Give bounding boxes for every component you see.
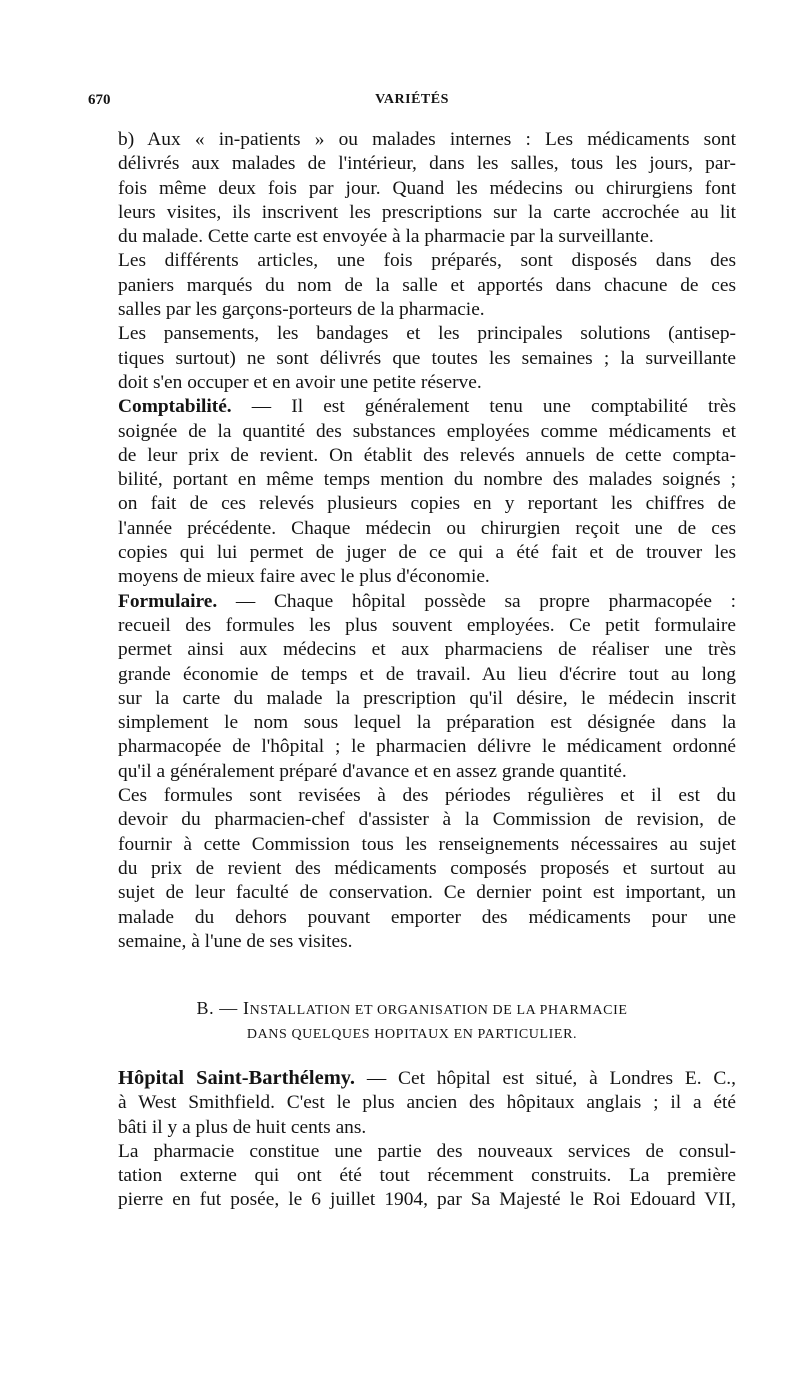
section-heading <box>88 996 736 1047</box>
run-in-heading: Comptabilité. <box>118 396 232 418</box>
text-line: Formulaire. — Chaque hôpital possède sa propre pharmacopée : <box>118 590 736 612</box>
run-in-heading: Formulaire. <box>118 590 218 612</box>
text-line: leurs visites, ils inscrivent les prescriptions sur la carte accrochée au lit <box>118 201 736 223</box>
text-line: moyens de mieux faire avec le plus d'économie. <box>118 566 490 588</box>
text-line: fournir à cette Commission tous les renseignements nécessaires au sujet <box>118 833 736 855</box>
text-line: Ces formules sont revisées à des périodes régulières et il est du <box>118 785 736 807</box>
paragraph-comptabilite <box>88 395 736 589</box>
text-line: Les pansements, les bandages et les principales solutions (antisep- <box>118 323 736 345</box>
text-line: soignée de la quantité des substances employées comme médicaments et <box>118 420 736 442</box>
text-line: paniers marqués du nom de la salle et apportés dans chacune de ces <box>118 274 736 296</box>
text-line: sur la carte du malade la prescription qu'il désire, le médecin inscrit <box>118 687 736 709</box>
text-line: malade du dehors pouvant emporter des médicaments pour une <box>118 906 736 928</box>
text-line: grande économie de temps et de travail. Au lieu d'écrire tout au long <box>118 663 736 685</box>
text-line: tiques surtout) ne sont délivrés que toutes les semaines ; la surveillante <box>118 347 736 369</box>
text-line: l'année précédente. Chaque médecin ou chirurgien reçoit une de ces <box>118 517 736 539</box>
text-line: Comptabilité. — Il est généralement tenu une comptabilité très <box>118 396 736 418</box>
run-in-heading: Hôpital Saint-Barthélemy. <box>118 1067 356 1089</box>
section-heading-line-1: B. — INSTALLATION ET ORGANISATION DE LA PHARMACIE <box>196 998 628 1018</box>
text-line: on fait de ces relevés plusieurs copies en y reportant les chiffres de <box>118 493 736 515</box>
text-line: bâti il y a plus de huit cents ans. <box>118 1116 367 1138</box>
text-line: pharmacopée de l'hôpital ; le pharmacien délivre le médicament ordonné <box>118 736 736 758</box>
text-line: b) Aux « in-patients » ou malades internes : Les médicaments sont <box>118 129 736 150</box>
text-line: fois même deux fois par jour. Quand les médecins ou chirurgiens font <box>118 177 736 199</box>
text-line: permet ainsi aux médecins et aux pharmaciens de réaliser une très <box>118 639 736 661</box>
text-line: La pharmacie constitue une partie des nouveaux services de consul- <box>118 1140 736 1162</box>
paragraph-saint-barthelemy <box>88 1066 736 1140</box>
paragraph-formulaire <box>88 590 736 784</box>
text-line: bilité, portant en même temps mention du nombre des malades soignés ; <box>118 469 736 491</box>
paragraph-articles <box>88 249 736 322</box>
text-line: pierre en fut posée, le 6 juillet 1904, par Sa Majesté le Roi Edouard VII, <box>118 1189 736 1211</box>
paragraph-pansements <box>88 322 736 395</box>
paragraph-in-patients <box>88 128 736 249</box>
body-text-1 <box>88 128 736 954</box>
page-number: 670 <box>88 92 111 108</box>
text-line: délivrés aux malades de l'intérieur, dans les salles, tous les jours, par- <box>118 153 736 175</box>
text-line: simplement le nom sous lequel la préparation est désignée dans la <box>118 712 736 734</box>
running-title: VARIÉTÉS <box>375 92 449 107</box>
text-line: Hôpital Saint-Barthélemy. — Cet hôpital est situé, à Londres E. C., <box>118 1067 737 1089</box>
text-line: du malade. Cette carte est envoyée à la pharmacie par la surveillante. <box>118 226 654 248</box>
text-line: recueil des formules les plus souvent employées. Ce petit formulaire <box>118 614 736 636</box>
text-line: semaine, à l'une de ses visites. <box>118 930 353 952</box>
text-line: de leur prix de revient. On établit des relevés annuels de cette compta- <box>118 444 736 466</box>
text-line: doit s'en occuper et en avoir une petite réserve. <box>118 371 482 393</box>
text-line: salles par les garçons-porteurs de la pharmacie. <box>118 299 485 321</box>
page-header <box>88 92 736 112</box>
section-heading-line-2: DANS QUELQUES HOPITAUX EN PARTICULIER. <box>246 1027 578 1042</box>
text-line: qu'il a généralement préparé d'avance et en assez grande quantité. <box>118 760 627 782</box>
text-line: à West Smithfield. C'est le plus ancien des hôpitaux anglais ; il a été <box>118 1092 736 1114</box>
text-line: sujet de leur faculté de conservation. Ce dernier point est important, un <box>118 882 736 904</box>
paragraph-revision <box>88 784 736 954</box>
text-line: Les différents articles, une fois préparés, sont disposés dans des <box>118 250 736 272</box>
body-text-2 <box>88 1066 736 1213</box>
text-line: du prix de revient des médicaments composés proposés et surtout au <box>118 857 736 879</box>
paragraph-pharmacie <box>88 1140 736 1213</box>
text-line: devoir du pharmacien-chef d'assister à la Commission de revision, de <box>118 809 736 831</box>
text-line: copies qui lui permet de juger de ce qui a été fait et de trouver les <box>118 542 736 564</box>
text-line: tation externe qui ont été tout récemment construits. La première <box>118 1165 736 1187</box>
